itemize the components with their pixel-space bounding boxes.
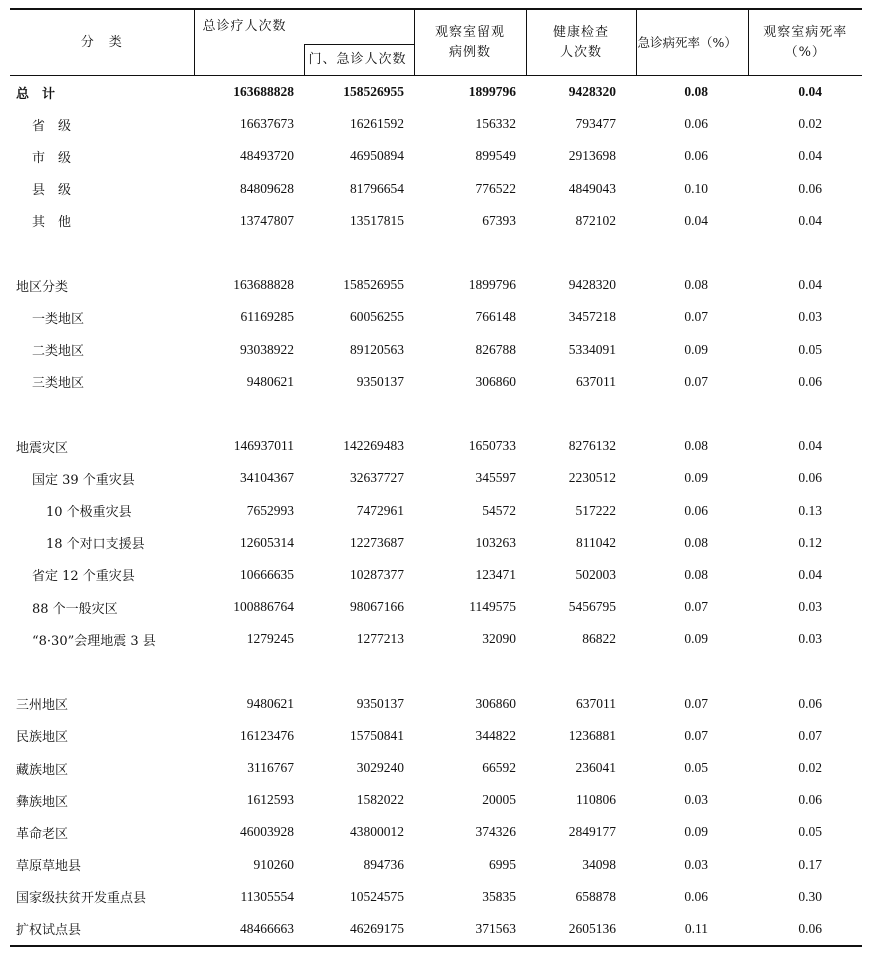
- cell-total-visits: 100886764: [233, 599, 294, 615]
- row-label: 市 级: [32, 150, 72, 166]
- cell-health-check: 811042: [576, 534, 617, 550]
- row-label: 一类地区: [32, 311, 85, 327]
- cell-observation-mortality: 0.04: [798, 148, 823, 164]
- row-label: 省定 12 个重灾县: [32, 569, 135, 585]
- cell-observation-mortality: 0.06: [798, 373, 823, 389]
- cell-health-check: 5456795: [568, 599, 617, 615]
- table-body: [10, 76, 862, 947]
- table-row: [10, 494, 862, 526]
- table-row: [10, 591, 862, 623]
- row-label: “8·30”会理地震 3 县: [32, 633, 156, 649]
- cell-emergency-mortality: 0.03: [684, 856, 709, 872]
- cell-observation-mortality: 0.04: [798, 277, 823, 293]
- cell-observation: 156332: [475, 116, 517, 132]
- spacer-cell: [10, 398, 862, 430]
- cell-health-check: 793477: [575, 116, 617, 132]
- table-row: [10, 205, 862, 237]
- cell-observation: 1650733: [468, 438, 517, 454]
- table-row: [10, 720, 862, 752]
- cell-emergency-mortality: 0.04: [684, 212, 709, 228]
- cell-health-check: 2913698: [568, 148, 617, 164]
- row-label: 县 级: [32, 183, 72, 199]
- cell-emergency-mortality: 0.09: [684, 470, 709, 486]
- cell-total-visits: 93038922: [240, 341, 294, 357]
- cell-total-visits: 163688828: [233, 277, 294, 293]
- header-blank-cell: [194, 45, 304, 76]
- cell-observation-mortality: 0.04: [798, 438, 823, 454]
- cell-health-check: 34098: [582, 856, 617, 872]
- header-observation: 观察室留观病例数: [414, 9, 526, 76]
- cell-outpatient: 15750841: [350, 727, 405, 743]
- cell-health-check: 4849043: [568, 180, 617, 196]
- cell-health-check: 8276132: [568, 438, 617, 454]
- cell-observation: 123471: [475, 566, 517, 582]
- table-row: [10, 527, 862, 559]
- cell-health-check: 110806: [576, 792, 617, 808]
- cell-observation: 371563: [414, 913, 526, 946]
- cell-observation: 20005: [482, 792, 517, 808]
- cell-observation-mortality: 0.03: [798, 599, 823, 615]
- cell-observation: 899549: [475, 148, 517, 164]
- row-label: 民族地区: [16, 730, 69, 746]
- cell-total-visits: 3116767: [247, 760, 294, 776]
- group-spacer: [10, 655, 862, 687]
- cell-outpatient: 7472961: [356, 502, 405, 518]
- cell-observation-mortality: 0.03: [798, 309, 823, 325]
- cell-observation: 1899796: [468, 84, 517, 100]
- cell-emergency-mortality: 0.10: [684, 180, 709, 196]
- header-emergency-mortality: 急诊病死率（%）: [636, 9, 748, 76]
- cell-health-check: 517222: [575, 502, 617, 518]
- cell-emergency-mortality: 0.08: [684, 84, 709, 100]
- cell-health-check: 236041: [575, 760, 617, 776]
- cell-total-visits: 84809628: [240, 180, 294, 196]
- header-category: 分 类: [10, 9, 194, 76]
- cell-total-visits: 1612593: [246, 792, 294, 808]
- cell-observation: 1899796: [468, 277, 517, 293]
- cell-health-check: 637011: [576, 695, 617, 711]
- table-row: [10, 752, 862, 784]
- table-header: [10, 9, 862, 76]
- row-label: 10 个极重灾县: [46, 505, 132, 521]
- row-label: 藏族地区: [16, 762, 69, 778]
- table-row: [10, 334, 862, 366]
- cell-health-check: 86822: [582, 631, 617, 647]
- cell-total-visits: 7652993: [246, 502, 294, 518]
- cell-observation-mortality: 0.06: [748, 913, 862, 946]
- row-label: 国家级扶贫开发重点县: [16, 891, 147, 907]
- table-row: [10, 559, 862, 591]
- cell-total-visits: 16123476: [240, 727, 294, 743]
- cell-total-visits: 11305554: [240, 888, 294, 904]
- cell-emergency-mortality: 0.09: [684, 824, 709, 840]
- cell-outpatient: 81796654: [350, 180, 405, 196]
- table-row: [10, 108, 862, 140]
- table-row: [10, 816, 862, 848]
- cell-outpatient: 158526955: [343, 84, 405, 100]
- cell-total-visits: 1279245: [246, 631, 294, 647]
- cell-observation-mortality: 0.13: [798, 502, 823, 518]
- hospital-statistics-table: [10, 8, 862, 947]
- cell-outpatient: 12273687: [350, 534, 405, 550]
- table-row: [10, 430, 862, 462]
- cell-observation: 103263: [475, 534, 517, 550]
- cell-emergency-mortality: 0.07: [684, 309, 709, 325]
- cell-outpatient: 3029240: [356, 760, 405, 776]
- cell-observation-mortality: 0.04: [798, 566, 823, 582]
- cell-outpatient: 32637727: [350, 470, 405, 486]
- cell-emergency-mortality: 0.03: [684, 792, 709, 808]
- cell-total-visits: 163688828: [233, 84, 294, 100]
- cell-outpatient: 10524575: [350, 888, 405, 904]
- cell-observation-mortality: 0.07: [798, 727, 823, 743]
- cell-observation: 344822: [475, 727, 517, 743]
- cell-observation-mortality: 0.02: [798, 760, 823, 776]
- table-row: [10, 881, 862, 913]
- cell-emergency-mortality: 0.08: [684, 534, 709, 550]
- cell-outpatient: 9350137: [356, 695, 405, 711]
- cell-observation: 66592: [482, 760, 517, 776]
- row-label: 其 他: [32, 215, 72, 231]
- cell-total-visits: 48466663: [194, 913, 304, 946]
- cell-health-check: 658878: [575, 888, 617, 904]
- row-label: 地震灾区: [16, 440, 69, 456]
- row-label: 三类地区: [32, 376, 85, 392]
- cell-total-visits: 10666635: [240, 566, 294, 582]
- cell-emergency-mortality: 0.09: [684, 631, 709, 647]
- cell-outpatient: 894736: [363, 856, 405, 872]
- row-label: 18 个对口支援县: [46, 537, 145, 553]
- cell-total-visits: 146937011: [233, 438, 294, 454]
- cell-outpatient: 158526955: [343, 277, 405, 293]
- cell-observation-mortality: 0.03: [798, 631, 823, 647]
- table-row: [10, 76, 862, 109]
- table-row: [10, 623, 862, 655]
- cell-total-visits: 48493720: [240, 148, 294, 164]
- cell-emergency-mortality: 0.07: [684, 373, 709, 389]
- cell-health-check: 2230512: [568, 470, 617, 486]
- row-label: 省 级: [32, 118, 72, 134]
- cell-observation: 776522: [475, 180, 517, 196]
- row-label: 88 个一般灾区: [32, 601, 118, 617]
- cell-total-visits: 910260: [253, 856, 294, 872]
- cell-emergency-mortality: 0.08: [684, 277, 709, 293]
- cell-observation: 345597: [475, 470, 517, 486]
- cell-outpatient: 46950894: [350, 148, 405, 164]
- cell-outpatient: 1582022: [356, 792, 405, 808]
- cell-emergency-mortality: 0.08: [684, 438, 709, 454]
- header-health-check: 健康检查人次数: [526, 9, 636, 76]
- cell-observation: 766148: [475, 309, 517, 325]
- cell-observation: 54572: [482, 502, 517, 518]
- cell-observation-mortality: 0.04: [798, 212, 823, 228]
- statistics-table-container: [10, 8, 862, 947]
- cell-observation-mortality: 0.06: [798, 792, 823, 808]
- cell-total-visits: 16637673: [240, 116, 294, 132]
- cell-observation: 67393: [482, 212, 517, 228]
- cell-observation: 35835: [482, 888, 517, 904]
- table-row: [10, 366, 862, 398]
- table-row: [10, 462, 862, 494]
- cell-health-check: 9428320: [568, 277, 617, 293]
- cell-health-check: 502003: [575, 566, 617, 582]
- cell-observation-mortality: 0.05: [798, 824, 823, 840]
- row-label: 国定 39 个重灾县: [32, 472, 135, 488]
- cell-total-visits: 9480621: [246, 695, 294, 711]
- cell-emergency-mortality: 0.07: [684, 599, 709, 615]
- table-row: [10, 173, 862, 205]
- cell-observation: 6995: [489, 856, 517, 872]
- cell-observation-mortality: 0.06: [798, 470, 823, 486]
- cell-observation-mortality: 0.06: [798, 180, 823, 196]
- cell-emergency-mortality: 0.05: [684, 760, 709, 776]
- cell-outpatient: 43800012: [350, 824, 405, 840]
- cell-health-check: 637011: [576, 373, 617, 389]
- row-label: 三州地区: [16, 698, 69, 714]
- cell-observation: 826788: [475, 341, 517, 357]
- row-label: 草原草地县: [16, 859, 82, 875]
- table-row: [10, 140, 862, 172]
- cell-emergency-mortality: 0.06: [684, 148, 709, 164]
- row-label: 扩权试点县: [10, 913, 194, 946]
- cell-observation-mortality: 0.02: [798, 116, 823, 132]
- cell-observation: 32090: [482, 631, 517, 647]
- cell-observation-mortality: 0.05: [798, 341, 823, 357]
- cell-health-check: 2849177: [568, 824, 617, 840]
- cell-total-visits: 46003928: [240, 824, 294, 840]
- cell-observation: 306860: [475, 695, 517, 711]
- cell-emergency-mortality: 0.06: [684, 888, 709, 904]
- spacer-cell: [10, 237, 862, 269]
- cell-outpatient: 142269483: [343, 438, 405, 454]
- cell-observation-mortality: 0.04: [798, 84, 823, 100]
- table-row: [10, 784, 862, 816]
- table-row: [10, 913, 862, 946]
- cell-outpatient: 89120563: [350, 341, 405, 357]
- table-row: [10, 688, 862, 720]
- group-spacer: [10, 237, 862, 269]
- cell-observation: 306860: [475, 373, 517, 389]
- cell-emergency-mortality: 0.07: [684, 695, 709, 711]
- cell-total-visits: 12605314: [240, 534, 294, 550]
- row-label: 总 计: [16, 86, 56, 102]
- row-label: 革命老区: [16, 826, 69, 842]
- cell-observation-mortality: 0.17: [798, 856, 823, 872]
- cell-health-check: 3457218: [568, 309, 617, 325]
- cell-observation-mortality: 0.12: [798, 534, 823, 550]
- cell-total-visits: 34104367: [240, 470, 294, 486]
- cell-emergency-mortality: 0.07: [684, 727, 709, 743]
- cell-outpatient: 46269175: [304, 913, 414, 946]
- cell-outpatient: 9350137: [356, 373, 405, 389]
- group-spacer: [10, 398, 862, 430]
- header-outpatient: 门、急诊人次数: [304, 45, 414, 76]
- cell-outpatient: 10287377: [350, 566, 405, 582]
- header-observation-mortality: 观察室病死率（%）: [748, 9, 862, 76]
- cell-emergency-mortality: 0.09: [684, 341, 709, 357]
- table-row: [10, 269, 862, 301]
- row-label: 二类地区: [32, 344, 85, 360]
- cell-health-check: 2605136: [526, 913, 636, 946]
- cell-health-check: 5334091: [568, 341, 617, 357]
- cell-observation-mortality: 0.06: [798, 695, 823, 711]
- cell-outpatient: 1277213: [356, 631, 405, 647]
- table-row: [10, 301, 862, 333]
- cell-health-check: 9428320: [568, 84, 617, 100]
- cell-total-visits: 13747807: [240, 212, 294, 228]
- cell-emergency-mortality: 0.06: [684, 502, 709, 518]
- cell-observation-mortality: 0.30: [798, 888, 823, 904]
- cell-outpatient: 98067166: [350, 599, 405, 615]
- cell-total-visits: 61169285: [240, 309, 294, 325]
- cell-emergency-mortality: 0.11: [636, 913, 748, 946]
- header-total-visits: 总诊疗人次数: [194, 9, 414, 45]
- row-label: 地区分类: [16, 279, 69, 295]
- cell-outpatient: 13517815: [350, 212, 405, 228]
- cell-observation: 374326: [475, 824, 517, 840]
- cell-observation: 1149575: [469, 599, 517, 615]
- cell-health-check: 872102: [575, 212, 617, 228]
- table-row: [10, 849, 862, 881]
- cell-total-visits: 9480621: [246, 373, 294, 389]
- row-label: 彝族地区: [16, 794, 69, 810]
- cell-emergency-mortality: 0.08: [684, 566, 709, 582]
- cell-outpatient: 16261592: [350, 116, 405, 132]
- spacer-cell: [10, 655, 862, 687]
- cell-outpatient: 60056255: [350, 309, 405, 325]
- cell-emergency-mortality: 0.06: [684, 116, 709, 132]
- cell-health-check: 1236881: [568, 727, 617, 743]
